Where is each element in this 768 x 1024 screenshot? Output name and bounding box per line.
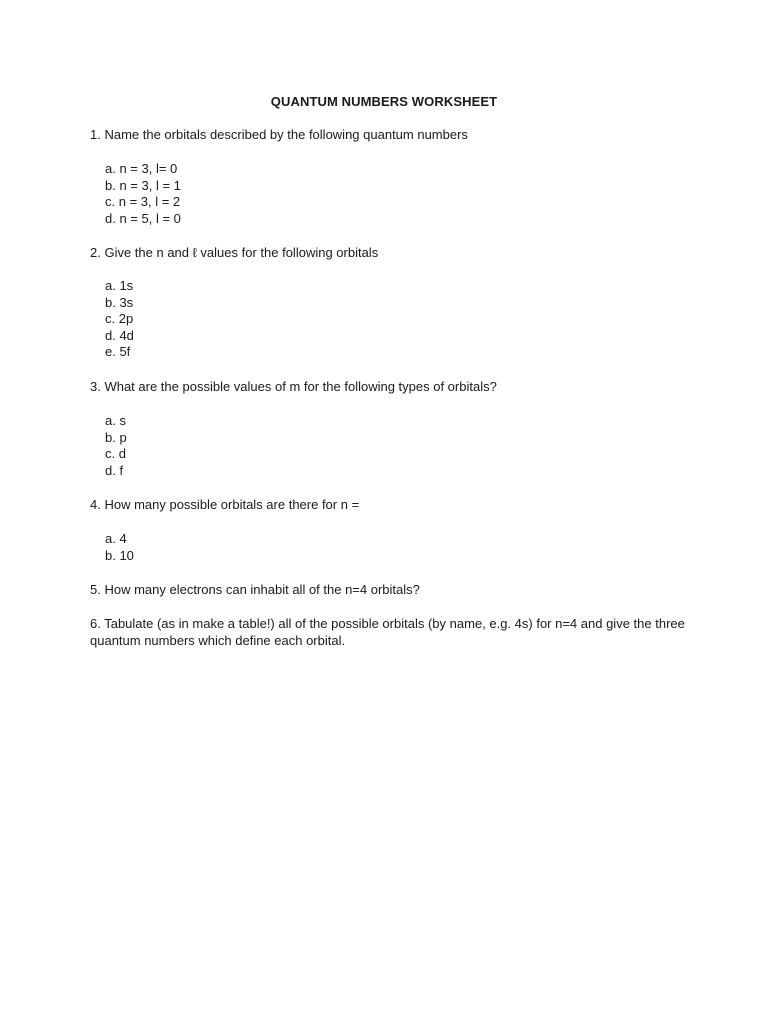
- list-item: d. n = 5, l = 0: [105, 210, 181, 226]
- list-item: c. 2p: [105, 311, 134, 326]
- question-5: 5. How many electrons can inhabit all of the n=4 orbitals?: [90, 582, 420, 597]
- list-item: e. 5f: [105, 344, 131, 359]
- question-3: 3. What are the possible values of m for the following types of orbitals?: [90, 379, 497, 394]
- list-item: a. s: [105, 413, 126, 428]
- list-item: d. f: [105, 462, 124, 478]
- worksheet-title: QUANTUM NUMBERS WORKSHEET: [270, 94, 498, 109]
- question-4-answer-list: [105, 531, 134, 564]
- question-6: 6. Tabulate (as in make a table!) all of the possible orbitals (by name, e.g. 4s) for n=4 and give the three quantum numbers which define each orbital.: [90, 616, 685, 648]
- question-1: 1. Name the orbitals described by the following quantum numbers: [90, 127, 468, 142]
- list-item: b. n = 3, l = 1: [105, 177, 181, 193]
- list-item: d. 4d: [105, 327, 134, 343]
- question-1-answer-list: [105, 161, 181, 227]
- question-2-answer-list: [105, 278, 134, 361]
- list-item: a. n = 3, l= 0: [105, 161, 178, 176]
- list-item: b. 3s: [105, 294, 134, 310]
- question-3-answer-list: [105, 413, 127, 479]
- list-item: c. d: [105, 446, 126, 461]
- list-item: c. n = 3, l = 2: [105, 194, 181, 209]
- list-item: b. 10: [105, 547, 134, 563]
- list-item: a. 1s: [105, 278, 134, 293]
- list-item: a. 4: [105, 531, 127, 546]
- question-2: 2. Give the n and ℓ values for the following orbitals: [90, 245, 379, 260]
- question-4: 4. How many possible orbitals are there for n =: [90, 497, 360, 512]
- list-item: b. p: [105, 429, 127, 445]
